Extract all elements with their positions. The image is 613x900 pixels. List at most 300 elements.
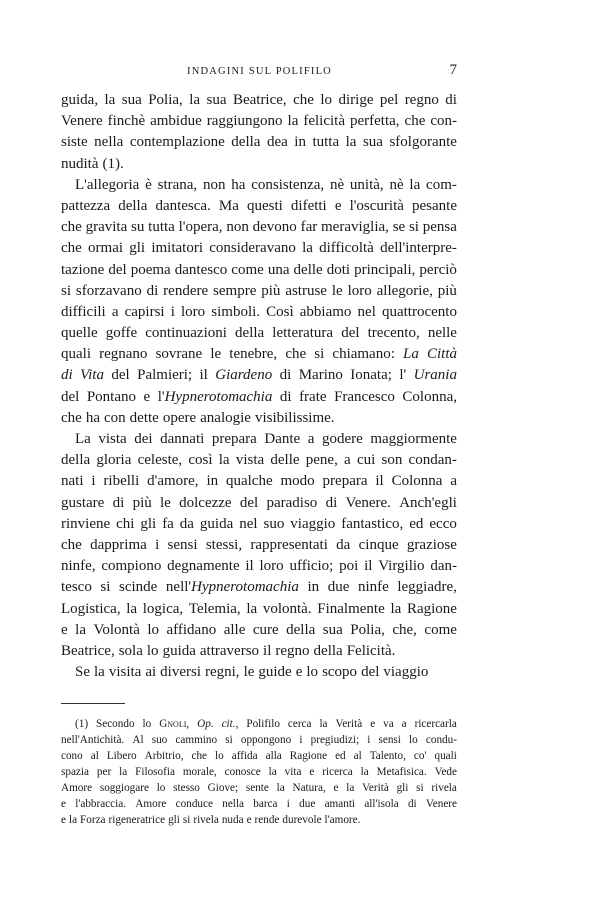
word: cinque (358, 536, 399, 553)
footnote-word: affida (231, 750, 258, 763)
word: qualche (225, 473, 273, 490)
word: visita (108, 664, 142, 681)
footnote-word: due (299, 798, 316, 811)
word: loro (180, 303, 206, 320)
word: Francesco (334, 388, 395, 405)
word: Venere (61, 113, 103, 130)
word: sensi (167, 536, 198, 553)
word: nè (389, 176, 404, 193)
word: dan- (430, 558, 457, 575)
footnote-word: morale, (182, 766, 217, 779)
word: come (231, 261, 264, 278)
word: Virgilio (378, 558, 425, 575)
text-line (61, 323, 457, 344)
word: si (100, 579, 111, 596)
footnote-word: lo (142, 718, 152, 731)
word: le (243, 664, 255, 681)
word: è (145, 176, 152, 193)
footnote-word: conduce (175, 798, 213, 811)
footnote-word: Secondo (96, 718, 135, 731)
text-line (61, 387, 457, 408)
word: guida, (61, 92, 99, 108)
footnote-word: sensi (378, 734, 401, 747)
footnote-word: Amore (61, 782, 93, 795)
word: tutta (148, 219, 175, 236)
word: nati (61, 473, 84, 490)
footnote-word: Verità (362, 782, 389, 795)
text-line (61, 450, 457, 471)
word: continuazioni (145, 325, 227, 342)
footnote-word: (1) (75, 718, 89, 731)
word: nelle (427, 325, 457, 342)
footnote-word: la (268, 766, 277, 779)
word: ha (85, 409, 100, 426)
word: meraviglia, (321, 219, 389, 236)
footnote-word: va (383, 718, 394, 731)
word: con- (430, 113, 457, 130)
word: Beatrice, (232, 92, 287, 108)
footnote-word: nuda (221, 814, 244, 827)
word: prepara (322, 473, 368, 490)
word: fantastico, (341, 515, 404, 532)
word: lo (306, 664, 319, 681)
footnote-word: conosce (224, 766, 261, 779)
footnote-word: al (90, 750, 99, 763)
footnote-word: Giove; (207, 782, 239, 795)
word: gustare (61, 494, 105, 511)
text-line (61, 238, 457, 259)
word: loro (347, 282, 372, 299)
word: dirige (338, 92, 374, 108)
word: pattezza (61, 197, 111, 214)
footnote-word: di (407, 798, 417, 811)
word: condan- (408, 452, 457, 469)
word: Polia, (148, 92, 183, 108)
footnote-word: Verità (335, 718, 363, 731)
footnote-line (61, 732, 457, 748)
word: tenebre, (229, 346, 278, 363)
word: si (61, 282, 72, 299)
word: celeste, (137, 452, 183, 469)
word: scopo (322, 664, 358, 681)
word: della (313, 642, 343, 659)
word: finchè (107, 113, 146, 130)
footnote-word: co' (413, 750, 427, 763)
text-line (61, 217, 457, 238)
word: si (314, 346, 325, 363)
footnote-word: Ragione (289, 750, 328, 763)
word: degnamente (167, 558, 240, 575)
word: chi (116, 515, 135, 532)
word: più (261, 282, 281, 299)
text-line (61, 556, 457, 577)
footnote-word: nell'Antichità. (61, 734, 125, 747)
word: in (307, 579, 320, 596)
footnote-word: i (299, 734, 303, 747)
footnote-word: si (182, 814, 191, 827)
word: gloria (96, 452, 132, 469)
word: devono (252, 219, 297, 236)
word: Urania (413, 367, 457, 384)
word: visibilissime. (254, 409, 335, 426)
word: leggiadre, (397, 579, 457, 596)
word: cui (356, 452, 376, 469)
word: dei (134, 431, 153, 447)
footnote-word: ricerca (322, 766, 353, 779)
text-line (61, 175, 457, 196)
word: del (108, 261, 127, 278)
footnote-word: quali (434, 750, 457, 763)
word: la (75, 621, 86, 638)
word: far (300, 219, 318, 236)
footnote-word: nella (222, 798, 244, 811)
word: ed (409, 515, 424, 532)
word: regni, (204, 664, 240, 681)
word: goffe (105, 325, 138, 342)
word: nella (94, 134, 124, 151)
word: unità, (349, 176, 384, 193)
word: che (61, 240, 82, 257)
word: il (364, 558, 373, 575)
word: Telemia, (188, 600, 241, 617)
footnote-word: la (360, 766, 369, 779)
footnote-word: Filosofia (135, 766, 175, 779)
word: rendere (163, 282, 209, 299)
word: su (131, 219, 145, 236)
footnote-word: ricercarla (414, 718, 457, 731)
word: Colonna, (402, 388, 457, 405)
word: attraverso (199, 642, 260, 659)
footnote-word: Natura, (292, 782, 326, 795)
word: e (143, 388, 151, 405)
word: vista (235, 452, 265, 469)
word: e (61, 621, 68, 638)
word: letteratura (272, 325, 334, 342)
word: Ma (218, 197, 239, 214)
word: la (302, 240, 313, 257)
footnote-word: spazia (61, 766, 89, 779)
word: la (218, 452, 230, 469)
word: La (403, 346, 419, 363)
footnote-line (61, 748, 457, 764)
word: sola (118, 642, 143, 659)
word: analogie (200, 409, 251, 426)
footnote-line (61, 780, 457, 796)
word: con (104, 409, 126, 426)
footnote-word: e (370, 718, 376, 731)
page-number: 7 (449, 62, 457, 78)
word: il (245, 558, 254, 575)
word: abbiamo (299, 303, 352, 320)
word: lo (320, 92, 333, 108)
word: perciò (419, 261, 457, 278)
word: ribelli (103, 473, 140, 490)
footnote-word: all'isola (364, 798, 399, 811)
word: Dante (264, 431, 301, 447)
footnote-word: durevole (282, 814, 322, 827)
word: l' (399, 367, 407, 384)
word: sfolgorante (389, 134, 457, 151)
footnote-word: Forza (80, 814, 106, 827)
word: Anch'egli (399, 494, 457, 511)
word: affidano (166, 621, 217, 638)
word: rappresentati (250, 536, 328, 553)
word: di (279, 388, 292, 405)
word: Marino (298, 367, 343, 384)
word: ha (231, 176, 246, 193)
word: le (160, 494, 171, 511)
word: Logistica, (61, 600, 121, 617)
word: della (118, 197, 148, 214)
word: questi (246, 197, 283, 214)
word: Palmieri; (137, 367, 193, 384)
word: delle (270, 452, 300, 469)
footnote-word: alla (265, 750, 282, 763)
word: in (294, 134, 306, 151)
word: sforzavano (75, 282, 142, 299)
word: lo (147, 621, 160, 638)
footnote-word: e (61, 798, 66, 811)
footnote-word: Al (132, 734, 144, 747)
footnote-word: pregiudizi; (310, 734, 360, 747)
page-header (61, 62, 457, 84)
word: compiono (101, 558, 162, 575)
word: non (202, 176, 226, 193)
footnote-word: condu- (425, 734, 457, 747)
footnote-word: suo (151, 734, 168, 747)
footnote-word: gli (396, 782, 409, 795)
word: tesco (61, 579, 92, 596)
word: viaggio (383, 664, 429, 681)
word: strana, (157, 176, 198, 193)
word: quattrocento (381, 303, 457, 320)
word: i (91, 473, 96, 490)
book-page (61, 62, 457, 828)
footnote-word: stesso (173, 782, 200, 795)
word: la (94, 664, 105, 681)
word: felicità (303, 113, 345, 130)
footnote-word: Metafisica. (376, 766, 427, 779)
word: sua (121, 92, 142, 108)
word: consideravano (209, 240, 296, 257)
word: ecco (429, 515, 457, 532)
footnote-word: e (61, 814, 66, 827)
footnote-word: Op. (197, 718, 214, 731)
word: di (325, 494, 338, 511)
word: trecento, (367, 325, 420, 342)
word: godere (321, 431, 363, 447)
text-line (61, 641, 457, 662)
word: Finalmente (317, 600, 385, 617)
word: chiamano: (332, 346, 395, 363)
word: astruse (285, 282, 327, 299)
word: difficoltà (319, 240, 374, 257)
word: volontà. (262, 600, 312, 617)
footnote-word: lo (156, 782, 166, 795)
footnote-word: soggiogare (99, 782, 149, 795)
word: guida (199, 515, 234, 532)
word: paradiso (266, 494, 318, 511)
word: a (450, 473, 457, 490)
word: regnano (99, 346, 148, 363)
word: la (104, 92, 116, 108)
word: a (307, 431, 315, 447)
word: a (344, 452, 351, 469)
word: e (334, 197, 342, 214)
word: prepara (211, 431, 257, 447)
word: non (226, 219, 249, 236)
word: che, (392, 621, 417, 638)
word: ninfe (357, 579, 389, 596)
word: regno (275, 642, 310, 659)
word: la (287, 113, 299, 130)
word: consistenza, (251, 176, 325, 193)
word: Se (75, 664, 90, 681)
word: L'allegoria (75, 176, 140, 193)
footnote-word: si (225, 734, 233, 747)
word: viaggio (290, 515, 336, 532)
footnote-word: cerca (287, 718, 312, 731)
word: nudità (61, 155, 99, 172)
word: più (437, 282, 457, 299)
word: Ionata; (350, 367, 392, 384)
word: la (390, 600, 402, 617)
footnote-rule (61, 703, 125, 704)
footnote-word: lo (409, 734, 418, 747)
word: diversi (160, 664, 201, 681)
footnote-word: e (309, 766, 315, 779)
word: una (267, 261, 290, 278)
footnote-word: Libero (106, 750, 137, 763)
word: graziose (406, 536, 457, 553)
footnote-line (61, 796, 457, 812)
word: dette (129, 409, 159, 426)
text-line (61, 260, 457, 281)
word: modo (280, 473, 315, 490)
footnotes (61, 716, 457, 828)
word: due (327, 579, 350, 596)
word: allegorie, (376, 282, 433, 299)
word: tazione (61, 261, 105, 278)
text-line (61, 344, 457, 365)
word: perfetta, (349, 113, 400, 130)
word: ambidue (150, 113, 202, 130)
word: dolcezze (179, 494, 232, 511)
word: ufficio; (289, 558, 334, 575)
word: scinde (119, 579, 158, 596)
word: da (179, 515, 194, 532)
word: lo (146, 642, 159, 659)
text-line (61, 514, 457, 535)
word: guida (162, 642, 196, 659)
footnote-word: che (191, 750, 208, 763)
word: che (61, 536, 82, 553)
text-line (61, 281, 457, 302)
footnote-word: i (286, 798, 290, 811)
word: che (404, 113, 426, 130)
footnote-line (61, 812, 457, 828)
footnote-word: si (416, 782, 424, 795)
word: l'opera, (178, 219, 223, 236)
footnote-word: Polifilo (246, 718, 280, 731)
footnote-word: cammino (175, 734, 218, 747)
word: nè (329, 176, 345, 193)
word: di (112, 494, 125, 511)
word: di (279, 367, 292, 384)
word: nel (239, 515, 258, 532)
word: del (61, 388, 80, 405)
footnote-word: Venere (425, 798, 457, 811)
footnote-word: barca (253, 798, 278, 811)
word: dantesco (174, 261, 228, 278)
word: raggiungono (206, 113, 283, 130)
word: che (293, 92, 314, 108)
footnote-word: rivela (431, 782, 457, 795)
footnote-word: e (333, 782, 339, 795)
word: del (341, 325, 360, 342)
word: difficili (61, 303, 106, 320)
word: nell'Hypnerotomachia (165, 579, 299, 596)
word: più (132, 494, 152, 511)
word: Volontà (93, 621, 140, 638)
word: fa (162, 515, 174, 532)
word: Ragione (406, 600, 457, 617)
word: difetti (290, 197, 327, 214)
word: l'Hypnerotomachia (157, 388, 273, 405)
word: delle (293, 261, 323, 278)
footnote-line (61, 716, 457, 732)
word: dea (266, 134, 288, 151)
word: la (246, 600, 258, 617)
word: pel (379, 92, 399, 108)
footnote-word: l'amore. (324, 814, 361, 827)
word: del (239, 494, 259, 511)
footnote-word: Amore (135, 798, 167, 811)
word: ninfe, (61, 558, 96, 575)
word: son (381, 452, 403, 469)
word: della (235, 325, 265, 342)
word: che (285, 346, 307, 363)
word: si (408, 219, 419, 236)
word: contemplazione (129, 134, 225, 151)
word: stessi, (205, 536, 243, 553)
word: suo (263, 515, 285, 532)
word: le (210, 346, 222, 363)
footnote-word: lo (215, 750, 224, 763)
word: pesante (412, 197, 457, 214)
word: pensa (422, 219, 457, 236)
word: rinviene (61, 515, 111, 532)
word: la (126, 600, 138, 617)
word: (1). (102, 155, 124, 172)
footnote-word: sente (245, 782, 269, 795)
word: sua (322, 621, 343, 638)
word: dannati (160, 431, 205, 447)
word: frate (299, 388, 327, 405)
word: Polia, (350, 621, 385, 638)
word: pene, (305, 452, 338, 469)
text-line (61, 111, 457, 132)
word: Felicità. (346, 642, 396, 659)
word: la (345, 134, 357, 151)
footnote-word: e (246, 814, 252, 827)
word: sua (206, 92, 227, 108)
body-text (61, 90, 457, 683)
word: così (188, 452, 213, 469)
word: siste (61, 134, 88, 151)
footnote-word: oppongono (240, 734, 292, 747)
word: com- (426, 176, 457, 193)
